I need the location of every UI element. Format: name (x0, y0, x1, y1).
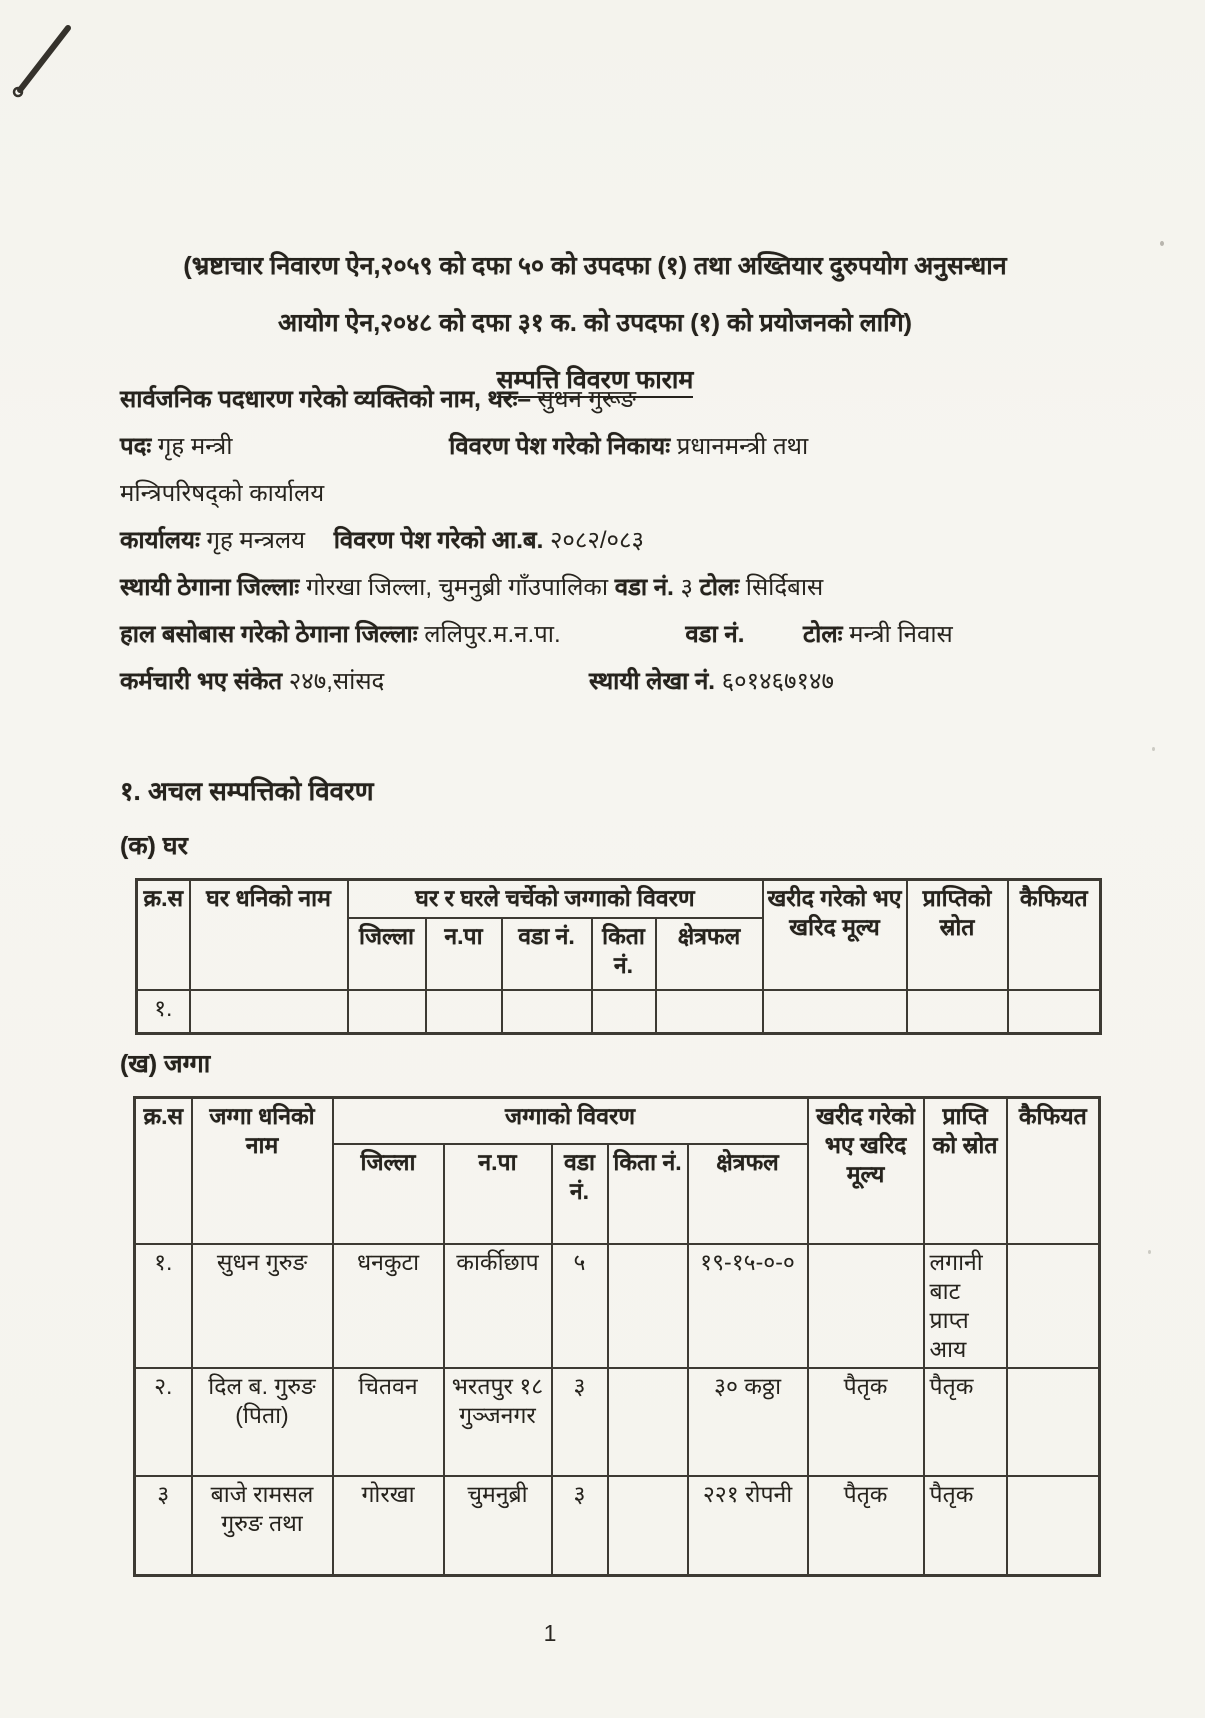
house-col-remarks: कैफियत (1008, 880, 1101, 990)
fiscal-year-value: २०८२/०८३ (549, 527, 644, 554)
house-cell-ward (502, 990, 592, 1034)
agency-value-continued: मन्त्रिपरिषद्को कार्यालय (120, 480, 325, 507)
land-cell-municipality: चुमनुब्री (444, 1476, 552, 1576)
land-cell-remarks (1007, 1476, 1100, 1576)
house-col-plot: किता नं. (592, 918, 656, 990)
current-address-value: ललिपुर.म.न.पा. (424, 621, 561, 648)
name-value: सुधन गुरूङ (537, 386, 636, 413)
land-table-row (135, 1244, 1100, 1368)
fiscal-year-label: विवरण पेश गरेको आ.ब. (333, 527, 544, 554)
house-col-municipality: न.पा (426, 918, 502, 990)
land-table (133, 1096, 1101, 1577)
house-col-ward: वडा नं. (502, 918, 592, 990)
pan-label: स्थायी लेखा नं. (588, 668, 715, 695)
house-cell-owner (190, 990, 348, 1034)
land-col-district: जिल्ला (333, 1144, 444, 1244)
house-cell-area (656, 990, 763, 1034)
pen-mark (8, 16, 82, 100)
post-label: पदः (120, 433, 152, 460)
house-cell-sn: १. (137, 990, 190, 1034)
house-table (135, 878, 1102, 1035)
house-col-district: जिल्ला (348, 918, 426, 990)
name-label: सार्वजनिक पदधारण गरेको व्यक्तिको नाम, थरः– (120, 386, 531, 413)
land-cell-sn: २. (135, 1368, 192, 1476)
land-cell-plot (608, 1244, 688, 1368)
act-reference-line2: आयोग ऐन,२०४८ को दफा ३१ क. को उपदफा (१) को प्रयोजनको लागि) (277, 309, 913, 337)
page-number: 1 (543, 1620, 557, 1646)
section1-heading: १. अचल सम्पत्तिको विवरण (120, 776, 374, 806)
land-col-area: क्षेत्रफल (688, 1144, 808, 1244)
post-value: गृह मन्त्री (157, 433, 233, 460)
house-col-price: खरीद गरेको भए खरिद मूल्य (763, 880, 907, 990)
pan-value: ६०१४६७१४७ (721, 668, 834, 695)
land-table-header-row1 (135, 1098, 1100, 1144)
land-cell-municipality: भरतपुर १८ गुञ्जनगर (444, 1368, 552, 1476)
land-cell-price: पैतृक (808, 1476, 924, 1576)
subsection-land-label: (ख) जग्गा (120, 1050, 211, 1078)
house-col-owner: घर धनिको नाम (190, 880, 348, 990)
agency-label: विवरण पेश गरेको निकायः (449, 433, 671, 460)
permanent-ward-value: ३ (680, 574, 693, 601)
scan-speck (1148, 1250, 1151, 1254)
house-table-row (137, 990, 1101, 1034)
declarant-info-block (120, 385, 1100, 714)
land-cell-district: चितवन (333, 1368, 444, 1476)
current-address-line (120, 620, 1100, 650)
house-col-sn: क्र.स (137, 880, 190, 990)
land-cell-sn: १. (135, 1244, 192, 1368)
office-line (120, 526, 1100, 556)
act-reference-block (120, 238, 1070, 409)
land-cell-owner: बाजे रामसल गुरुङ तथा (192, 1476, 333, 1576)
permanent-tole-label: टोलः (699, 574, 740, 601)
employee-code-label: कर्मचारी भए संकेत (120, 668, 283, 695)
employee-code-line (120, 667, 1100, 697)
employee-code-value: २४७,सांसद (288, 668, 385, 695)
scan-speck (1160, 241, 1164, 246)
land-cell-municipality: कार्कीछाप (444, 1244, 552, 1368)
land-col-source: प्राप्ति को स्रोत (924, 1098, 1007, 1244)
land-table-row (135, 1368, 1100, 1476)
house-col-source: प्राप्तिको स्रोत (907, 880, 1008, 990)
permanent-ward-label: वडा नं. (614, 574, 674, 601)
house-cell-source (907, 990, 1008, 1034)
house-cell-district (348, 990, 426, 1034)
land-cell-district: धनकुटा (333, 1244, 444, 1368)
land-col-remarks: कैफियत (1007, 1098, 1100, 1244)
office-value: गृह मन्त्रलय (206, 527, 306, 554)
current-address-label: हाल बसोबास गरेको ठेगाना जिल्लाः (120, 621, 418, 648)
land-col-plot: किता नं. (608, 1144, 688, 1244)
permanent-tole-value: सिर्दिबास (745, 574, 824, 601)
land-cell-area: १९-१५-०-० (688, 1244, 808, 1368)
land-cell-owner: सुधन गुरुङ (192, 1244, 333, 1368)
land-table-row (135, 1476, 1100, 1576)
land-cell-plot (608, 1476, 688, 1576)
subsection-house-label: (क) घर (120, 832, 188, 860)
land-cell-source: पैतृक (924, 1476, 1007, 1576)
name-line (120, 385, 1100, 415)
land-cell-ward: ५ (552, 1244, 608, 1368)
land-cell-ward: ३ (552, 1368, 608, 1476)
land-col-ward: वडा नं. (552, 1144, 608, 1244)
land-cell-area: ३० कठ्ठा (688, 1368, 808, 1476)
house-cell-plot (592, 990, 656, 1034)
office-label: कार्यालयः (120, 527, 200, 554)
form-title-text: सम्पत्ति विवरण फाराम (497, 366, 694, 398)
house-cell-remarks (1008, 990, 1101, 1034)
land-cell-source: पैतृक (924, 1368, 1007, 1476)
post-line (120, 432, 1100, 462)
current-ward-label: वडा नं. (685, 621, 745, 648)
agency-continuation-line (120, 479, 1100, 509)
land-cell-source: लगानी बाट प्राप्त आय (924, 1244, 1007, 1368)
land-cell-district: गोरखा (333, 1476, 444, 1576)
house-table-header-row1 (137, 880, 1101, 918)
current-tole-label: टोलः (803, 621, 843, 648)
land-cell-ward: ३ (552, 1476, 608, 1576)
agency-value: प्रधानमन्त्री तथा (676, 433, 809, 460)
land-col-municipality: न.पा (444, 1144, 552, 1244)
permanent-address-line (120, 573, 1100, 603)
house-col-group: घर र घरले चर्चेको जग्गाको विवरण (348, 880, 763, 918)
land-cell-plot (608, 1368, 688, 1476)
house-col-area: क्षेत्रफल (656, 918, 763, 990)
land-cell-owner: दिल ब. गुरुङ (पिता) (192, 1368, 333, 1476)
land-cell-price (808, 1244, 924, 1368)
permanent-address-label: स्थायी ठेगाना जिल्लाः (120, 574, 300, 601)
land-cell-price: पैतृक (808, 1368, 924, 1476)
scan-speck (1152, 747, 1155, 751)
land-col-owner: जग्गा धनिको नाम (192, 1098, 333, 1244)
land-col-group: जग्गाको विवरण (333, 1098, 808, 1144)
land-col-sn: क्र.स (135, 1098, 192, 1244)
house-cell-municipality (426, 990, 502, 1034)
house-cell-price (763, 990, 907, 1034)
act-reference-line1: (भ्रष्टाचार निवारण ऐन,२०५९ को दफा ५० को उपदफा (१) तथा अख्तियार दुरुपयोग अनुसन्धान (183, 252, 1007, 280)
permanent-address-value: गोरखा जिल्ला, चुमनुब्री गाँउपालिका (305, 574, 609, 601)
land-cell-remarks (1007, 1244, 1100, 1368)
land-cell-remarks (1007, 1368, 1100, 1476)
land-cell-area: २२१ रोपनी (688, 1476, 808, 1576)
current-tole-value: मन्त्री निवास (849, 621, 953, 648)
land-cell-sn: ३ (135, 1476, 192, 1576)
land-col-price: खरीद गरेको भए खरिद मूल्य (808, 1098, 924, 1244)
